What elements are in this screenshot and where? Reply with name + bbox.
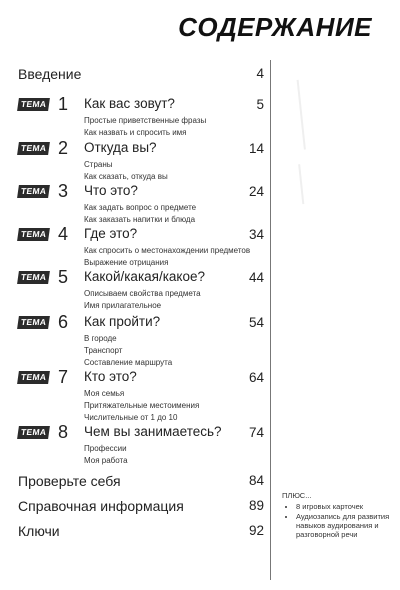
topic-subtopic: Числительные от 1 до 10 (84, 413, 178, 422)
topic-subtopic: Профессии (84, 444, 127, 453)
topic-subtopic: Выражение отрицания (84, 258, 169, 267)
extras-box (282, 491, 392, 540)
topic-subtopic: Страны (84, 160, 113, 169)
toc-page-number: 4 (256, 66, 264, 81)
topic-subtopic: Как задать вопрос о предмете (84, 203, 197, 212)
topic-title: Откуда вы? (84, 140, 157, 155)
extras-item: • Аудиозапись для развития навыков аудирования и разговорной речи (296, 512, 392, 539)
toc-page-number: 24 (248, 184, 264, 199)
topic-subtopic: Простые приветственные фразы (84, 116, 207, 125)
toc-entry-label: Проверьте себя (18, 473, 121, 489)
topic-subtopic: Моя работа (84, 456, 128, 465)
toc-page-number: 14 (248, 141, 264, 156)
toc-page-number: 84 (248, 473, 264, 488)
page-title: СОДЕРЖАНИЕ (178, 12, 372, 42)
topic-title: Чем вы занимаетесь? (84, 424, 222, 439)
extras-item: • 8 игровых карточек (296, 502, 392, 511)
topic-subtopic: В городе (84, 334, 117, 343)
topic-number: 2 (58, 138, 69, 158)
topic-number: 5 (58, 267, 69, 287)
topic-badge: ТЕМА (17, 271, 50, 284)
toc-page-number: 89 (248, 498, 264, 513)
topic-badge: ТЕМА (17, 228, 50, 241)
topic-number: 7 (58, 367, 69, 387)
toc-page-number: 44 (248, 270, 264, 285)
bleed-through-decoration (297, 70, 396, 149)
topic-badge: ТЕМА (17, 98, 50, 111)
topic-number: 8 (58, 422, 69, 442)
topic-subtopic: Описываем свойства предмета (84, 289, 201, 298)
topic-title: Как пройти? (84, 314, 161, 329)
toc-entry-label: Введение (18, 66, 82, 82)
topic-badge: ТЕМА (17, 185, 50, 198)
topic-subtopic: Транспорт (84, 346, 123, 355)
extras-list (282, 502, 392, 539)
toc-page-number: 34 (248, 227, 264, 242)
bleed-through-decoration (298, 156, 384, 204)
topic-number: 1 (58, 94, 69, 114)
topic-badge: ТЕМА (17, 371, 50, 384)
toc-page-number: 74 (248, 425, 264, 440)
topic-badge: ТЕМА (17, 142, 50, 155)
topic-title: Как вас зовут? (84, 96, 175, 111)
topic-number: 3 (58, 181, 69, 201)
topic-subtopic: Как назвать и спросить имя (84, 128, 187, 137)
topic-number: 4 (58, 224, 69, 244)
topic-title: Кто это? (84, 369, 137, 384)
topic-title: Какой/какая/какое? (84, 269, 206, 284)
topic-subtopic: Как сказать, откуда вы (84, 172, 168, 181)
toc-entry-label: Справочная информация (18, 498, 184, 514)
extras-heading: ПЛЮС... (282, 491, 312, 500)
topic-title: Где это? (84, 226, 138, 241)
topic-badge: ТЕМА (17, 316, 50, 329)
toc-page-number: 64 (248, 370, 264, 385)
topic-subtopic: Как заказать напитки и блюда (84, 215, 196, 224)
topic-subtopic: Составление маршрута (84, 358, 173, 367)
toc-entry-label: Ключи (18, 523, 60, 539)
vertical-divider (270, 60, 271, 580)
toc-page-number: 54 (248, 315, 264, 330)
topic-title: Что это? (84, 183, 138, 198)
topic-badge: ТЕМА (17, 426, 50, 439)
topic-subtopic: Как спросить о местонахождении предметов (84, 246, 251, 255)
toc-page-number: 5 (256, 97, 264, 112)
topic-subtopic: Имя прилагательное (84, 301, 162, 310)
toc-page-number: 92 (248, 523, 264, 538)
topic-subtopic: Моя семья (84, 389, 125, 398)
topic-number: 6 (58, 312, 69, 332)
topic-subtopic: Притяжательные местоимения (84, 401, 200, 410)
